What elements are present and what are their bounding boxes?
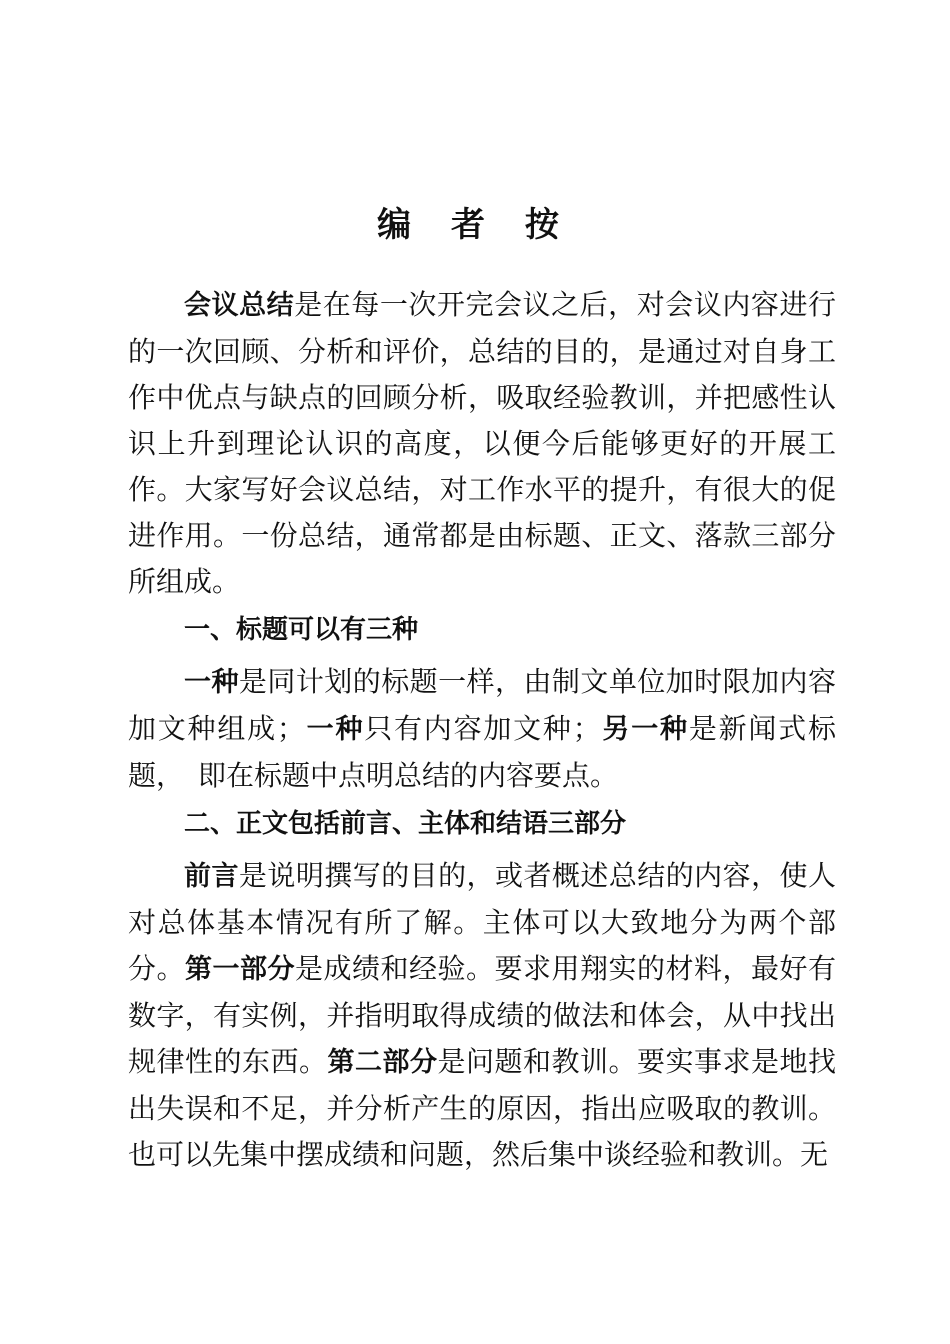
bold-term: 一种: [184, 667, 239, 698]
paragraph-text: 是成绩和经验。要求用翔实的材料，最好有数字，有实例，并指明取得成绩的做法和体会，从中找出规律性的东西。: [128, 952, 836, 1078]
paragraph-text: 是同计划的标题一样，由制文单位加时限加内容加文种组成；: [128, 665, 837, 745]
bold-term: 一种: [304, 714, 365, 745]
section2-paragraph: [128, 853, 836, 1178]
bold-term: 第一部分: [185, 954, 295, 985]
intro-lead-bold: 会议总结: [184, 290, 295, 321]
document-body: [128, 282, 836, 1178]
section1-paragraph: [128, 659, 836, 799]
bold-term: 第二部分: [327, 1047, 438, 1078]
section-heading-titles: 一、标题可以有三种: [184, 615, 419, 645]
bold-term: 前言: [184, 861, 239, 892]
paragraph-text: 是问题和教训。要实事求是地找出失误和不足，并分析产生的原因，指出应吸取的教训。也可以先集中摆成绩和问题，然后集中谈经验和教训。无: [128, 1045, 836, 1171]
intro-paragraph: [128, 282, 836, 605]
intro-text: 是在每一次开完会议之后，对会议内容进行的一次回顾、分析和评价，总结的目的，是通过对自身工作中优点与缺点的回顾分析，吸取经验教训，并把感性认识上升到理论认识的高度，以便今后能够更好的开展工作。大家写好会议总结，对工作水平的提升，有很大的促进作用。一份总结，通常都是由标题、正文、落款三部分所组成。: [128, 288, 836, 598]
paragraph-text: 是说明撰写的目的，或者概述总结的内容，使人对总体基本情况有所了解。主体可以大致地分为两个部分。: [128, 859, 837, 985]
paragraph-text: 是新闻式标题， 即在标题中点明总结的内容要点。: [128, 712, 836, 792]
section-heading-body: 二、正文包括前言、主体和结语三部分: [184, 809, 627, 839]
page-title: 编 者 按: [377, 205, 573, 245]
bold-term: 另一种: [600, 714, 689, 745]
paragraph-text: 只有内容加文种；: [364, 712, 601, 745]
